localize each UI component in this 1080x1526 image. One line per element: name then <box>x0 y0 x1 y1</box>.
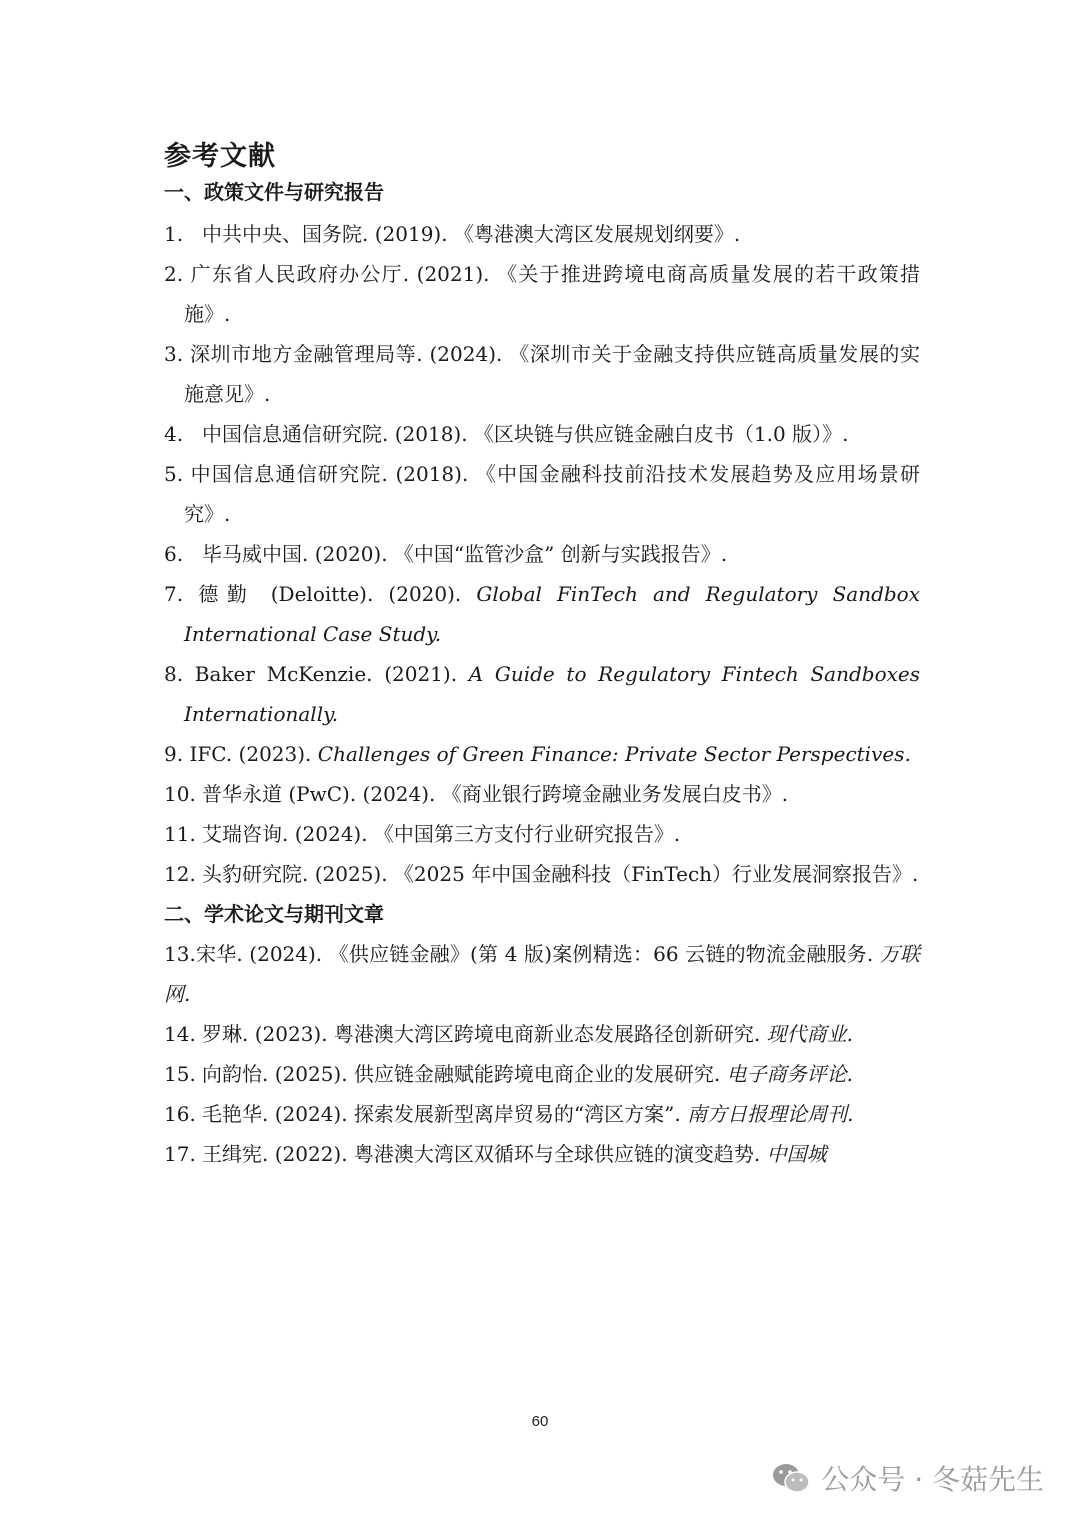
reference-text: 广东省人民政府办公厅. (2021). 《关于推进跨境电商高质量发展的若干政策措施》. <box>184 262 921 326</box>
reference-text: 艾瑞咨询. (2024). 《中国第三方支付行业研究报告》. <box>202 822 681 846</box>
reference-item <box>164 1134 920 1174</box>
reference-title-italic: Challenges of Green Finance: Private Sector Perspectives. <box>317 742 911 766</box>
reference-item <box>164 454 920 534</box>
reference-item <box>164 854 920 894</box>
reference-text: 毕马威中国. (2020). 《中国“监管沙盒” 创新与实践报告》. <box>202 542 728 566</box>
reference-text: 罗琳. (2023). 粤港澳大湾区跨境电商新业态发展路径创新研究. <box>202 1022 767 1046</box>
reference-number: 2. <box>164 262 184 286</box>
reference-item <box>164 334 920 414</box>
reference-number: 17. <box>164 1142 196 1166</box>
reference-number: 1. <box>164 222 184 246</box>
reference-text: 毛艳华. (2024). 探索发展新型离岸贸易的“湾区方案”. <box>202 1102 688 1126</box>
reference-number: 6. <box>164 542 184 566</box>
section-heading-policy: 一、政策文件与研究报告 <box>164 180 384 204</box>
reference-title-italic: 中国城 <box>766 1142 827 1166</box>
watermark <box>771 1458 1044 1498</box>
reference-list <box>164 180 921 1174</box>
reference-number: 5. <box>164 462 184 486</box>
reference-text: 中国信息通信研究院. (2018). 《中国金融科技前沿技术发展趋势及应用场景研究》. <box>184 462 921 526</box>
wechat-icon <box>771 1461 811 1495</box>
watermark-text: 公众号 · 冬菇先生 <box>821 1463 1044 1496</box>
reference-title-italic: 现代商业. <box>766 1022 854 1046</box>
reference-title-italic: 电子商务评论. <box>726 1062 854 1086</box>
reference-text: 德勤 (Deloitte). (2020). <box>198 582 477 606</box>
reference-number: 14. <box>164 1022 196 1046</box>
reference-item <box>164 1094 920 1134</box>
reference-number: 10. <box>164 782 196 806</box>
reference-item <box>164 534 920 574</box>
reference-number: 16. <box>164 1102 196 1126</box>
reference-number: 15. <box>164 1062 196 1086</box>
reference-title-italic: 万联网. <box>164 942 921 1006</box>
reference-text: 中共中央、国务院. (2019). 《粤港澳大湾区发展规划纲要》. <box>202 222 741 246</box>
reference-text: IFC. (2023). <box>189 742 318 766</box>
reference-text: 普华永道 (PwC). (2024). 《商业银行跨境金融业务发展白皮书》. <box>202 782 789 806</box>
reference-number: 4. <box>164 422 184 446</box>
reference-number: 11. <box>164 822 196 846</box>
reference-number: 9. <box>164 742 184 766</box>
reference-text: 深圳市地方金融管理局等. (2024). 《深圳市关于金融支持供应链高质量发展的实施意见》. <box>184 342 920 406</box>
reference-item <box>164 574 920 654</box>
reference-item <box>164 734 920 774</box>
reference-item <box>164 654 920 734</box>
reference-item <box>164 1054 920 1094</box>
reference-text: 王缉宪. (2022). 粤港澳大湾区双循环与全球供应链的演变趋势. <box>202 1142 767 1166</box>
reference-text: 向韵怡. (2025). 供应链金融赋能跨境电商企业的发展研究. <box>202 1062 727 1086</box>
section-heading-academic: 二、学术论文与期刊文章 <box>164 902 384 926</box>
reference-item <box>164 774 920 814</box>
page-number: 60 <box>531 1413 549 1430</box>
reference-number: 7. <box>164 582 184 606</box>
reference-number: 3. <box>164 342 184 366</box>
reference-title-italic: Global FinTech and Regulatory Sandbox International Case Study. <box>184 582 921 646</box>
reference-item <box>164 254 920 334</box>
reference-item <box>164 1014 920 1054</box>
reference-text: 宋华. (2024). 《供应链金融》(第 4 版)案例精选：66 云链的物流金融服务. <box>195 942 880 966</box>
reference-item <box>164 934 920 1014</box>
reference-item <box>164 214 920 254</box>
reference-title-italic: 南方日报理论周刊. <box>687 1102 854 1126</box>
reference-number: 13. <box>164 942 196 966</box>
reference-item <box>164 814 920 854</box>
reference-item <box>164 414 920 454</box>
page-title: 参考文献 <box>164 141 276 172</box>
reference-text: 头豹研究院. (2025). 《2025 年中国金融科技（FinTech）行业发展洞察报告》. <box>202 862 919 886</box>
reference-text: 中国信息通信研究院. (2018). 《区块链与供应链金融白皮书（1.0 版）》. <box>202 422 849 446</box>
reference-text: Baker McKenzie. (2021). <box>194 662 469 686</box>
reference-title-italic: A Guide to Regulatory Fintech Sandboxes Internationally. <box>184 662 921 726</box>
reference-number: 8. <box>164 662 184 686</box>
reference-number: 12. <box>164 862 196 886</box>
